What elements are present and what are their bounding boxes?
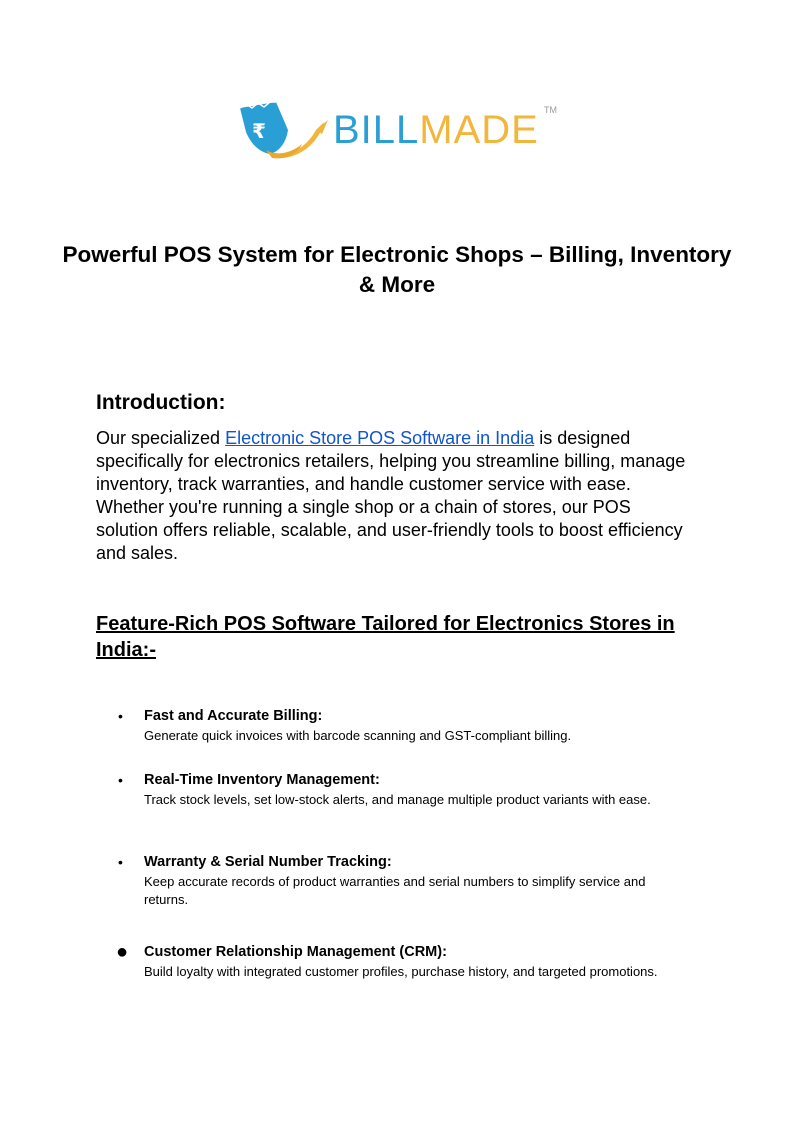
feature-description: Keep accurate records of product warranties and serial numbers to simplify service and returns. — [144, 874, 646, 907]
feature-title: Fast and Accurate Billing: — [144, 708, 323, 724]
electronic-store-pos-link[interactable]: Electronic Store POS Software in India — [225, 428, 535, 448]
list-item — [118, 853, 689, 909]
feature-title: Customer Relationship Management (CRM): — [144, 944, 447, 960]
feature-description: Build loyalty with integrated customer profiles, purchase history, and targeted promotions. — [144, 964, 658, 979]
list-item — [118, 771, 689, 809]
rupee-symbol: ₹ — [252, 119, 266, 143]
logo-wordmark — [333, 106, 539, 154]
trademark-mark: TM — [544, 105, 557, 115]
bullet-icon: • — [118, 854, 123, 870]
bullet-icon: • — [118, 772, 123, 788]
feature-title: Real-Time Inventory Management: — [144, 772, 380, 788]
feature-description: Track stock levels, set low-stock alerts, and manage multiple product variants with ease. — [144, 792, 651, 807]
list-item — [118, 707, 689, 745]
page-title: Powerful POS System for Electronic Shops – Billing, Inventory & More — [62, 242, 732, 297]
intro-heading: Introduction: — [96, 391, 226, 414]
intro-paragraph — [96, 427, 696, 565]
bullet-icon: ● — [116, 941, 129, 963]
intro-text-after-link: is designed specifically for electronics retailers, helping you streamline billing, manage inventory, track warranties, and handle customer service with ease. Whether you're running a single shop or a chain of stores, our POS solution offers reliable, scalable, and user-friendly tools to boost efficiency and sales. — [96, 428, 686, 563]
list-item — [116, 941, 689, 981]
intro-text-before-link: Our specialized — [96, 428, 226, 448]
bill-receipt-icon — [236, 100, 328, 160]
features-heading: Feature-Rich POS Software Tailored for Electronics Stores in India:- — [96, 613, 675, 661]
logo-text-made: MADE — [419, 108, 539, 152]
billmade-logo — [236, 100, 566, 160]
logo-text-bill: BILL — [333, 108, 420, 152]
feature-description: Generate quick invoices with barcode scanning and GST-compliant billing. — [144, 728, 572, 743]
bullet-icon: • — [118, 708, 123, 724]
feature-title: Warranty & Serial Number Tracking: — [144, 854, 392, 870]
